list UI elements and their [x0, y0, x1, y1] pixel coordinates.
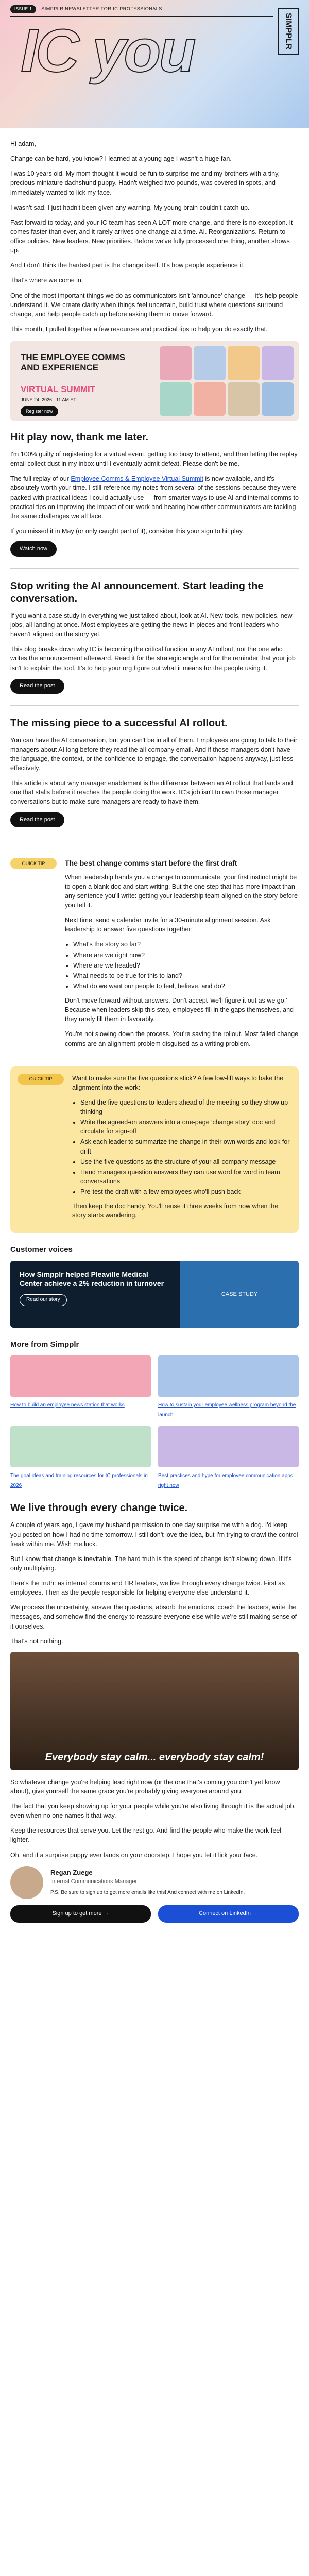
section1-p2-pre: The full replay of our	[10, 475, 71, 483]
customer-voices-title: Customer voices	[10, 1245, 73, 1255]
banner-line-3: JUNE 24, 2026 · 11 AM ET	[21, 397, 76, 402]
list-item: • What needs to be true for this to land?	[73, 971, 299, 980]
quick-tip-tag: QUICK TIP	[10, 858, 57, 869]
banner-line-1: THE EMPLOYEE COMMS AND EXPERIENCE	[21, 352, 126, 372]
speaker-photos	[154, 341, 299, 421]
intro-paragraph: This month, I pulled together a few resources and practical tips to help you do exactly that.	[10, 325, 268, 333]
divider	[10, 568, 299, 569]
more-links-grid	[10, 1355, 299, 1489]
more-link[interactable]: How to build an employee news station that works	[10, 1402, 125, 1409]
section1-p1: I'm 100% guilty of registering for a virtual event, getting too busy to attend, and then letting the replay email collect dust in my inbox until I eventually admit defeat. Please don't be me.	[10, 451, 298, 468]
register-button[interactable]: Register now	[21, 406, 58, 416]
greeting: Hi adam,	[10, 140, 37, 147]
list-item: • Where are we right now?	[73, 951, 299, 960]
intro-paragraph: And I don't think the hardest part is the change itself. It's how people experience it.	[10, 262, 245, 269]
office-gif-photo	[10, 1652, 299, 1770]
more-item[interactable]	[10, 1355, 151, 1419]
intro-paragraph: I wasn't sad. I just hadn't been given any warning. My young brain couldn't catch up.	[10, 204, 250, 211]
divider	[10, 705, 299, 706]
speaker-photo	[160, 382, 192, 416]
more-link[interactable]: Best practices and hype for employee communication apps right now	[158, 1473, 293, 1488]
list-item: • Hand managers question answers they can use word for word in team conversations	[80, 1167, 291, 1186]
speaker-photo	[160, 346, 192, 380]
intro-paragraph: Fast forward to today, and your IC team has seen A LOT more change, and there is no exception. It comes faster than ever, and it rarely arrives one change at a time. AI. Reorganizations. Return-to-office policies. New leaders. New priorities. Before we've fully processed one thing, another shows up.	[10, 218, 293, 255]
customer-story-image: CASE STUDY	[180, 1261, 299, 1328]
section-title-change-twice: We live through every change twice.	[10, 1502, 188, 1514]
quick-tip-p3: Don't move forward without answers. Don't accept 'we'll figure it out as we go.' Because when leaders skip this step, employees fill in the gaps themselves, and they rarely fill them in favorably.	[65, 997, 294, 1023]
more-from-simpplr-title: More from Simpplr	[10, 1340, 79, 1349]
list-item: • Send the five questions to leaders ahead of the meeting so they show up thinking	[80, 1098, 291, 1116]
section4-after: Keep the resources that serve you. Let the rest go. And find the people who make the work feel lighter.	[10, 1827, 282, 1844]
more-item[interactable]	[158, 1355, 299, 1419]
quick-tip-yellow-box	[10, 1066, 299, 1233]
read-post-button[interactable]: Read the post	[10, 679, 64, 694]
speaker-photo	[194, 346, 226, 380]
section1-p2	[10, 474, 299, 521]
section-title-ai-announcement: Stop writing the AI announcement. Start leading the conversation.	[10, 580, 264, 604]
hero-topline: SIMPPLR NEWSLETTER FOR IC PROFESSIONALS	[41, 6, 162, 12]
hero-header	[0, 0, 309, 128]
ic-you-logo: IC you	[21, 17, 194, 85]
more-thumbnail	[158, 1426, 299, 1467]
intro-paragraph: That's where we come in.	[10, 277, 83, 284]
signature-name: Regan Zuege	[50, 1869, 93, 1877]
more-link[interactable]: How to sustain your employee wellness program beyond the launch	[158, 1402, 296, 1418]
quick-tip-tag: QUICK TIP	[18, 1074, 64, 1085]
list-item: • Where are we headed?	[73, 961, 299, 970]
list-item: • Ask each leader to summarize the change in their own words and look for drift	[80, 1137, 291, 1156]
customer-story-headline: How Simpplr helped Pleaville Medical Center achieve a 2% reduction in turnover	[20, 1270, 164, 1287]
speaker-photo	[194, 382, 226, 416]
linkedin-button[interactable]: Connect on LinkedIn →	[158, 1905, 299, 1923]
hero-topbar	[10, 5, 299, 13]
quick-tip-p2: Next time, send a calendar invite for a 30-minute alignment session. Ask leadership to answer five questions together:	[65, 917, 271, 934]
quick-tip-body	[65, 858, 299, 1054]
section1-p3: If you missed it in May (or only caught part of it), consider this your sign to hit play.	[10, 527, 244, 535]
signature-note: P.S. Be sure to sign up to get more emails like this! And connect with me on LinkedIn.	[50, 1889, 245, 1895]
signature-text	[50, 1868, 245, 1896]
section3-p2: This article is about why manager enablement is the difference between an AI rollout that lands and one that stalls before it reaches the people doing the work. IC's job isn't to own those manager conversations but to make sure managers are ready to have them.	[10, 779, 293, 806]
quick-tip-card-2	[18, 1074, 291, 1226]
issue-pill: ISSUE 1	[10, 5, 36, 13]
more-thumbnail	[10, 1355, 151, 1397]
list-item: • What's the story so far?	[73, 940, 299, 949]
section4-paragraph: A couple of years ago, I gave my husband permission to one day surprise me with a dog. I'd keep you posted on how I had no time tomorrow. I still don't love the idea, but I'm trying to crawl the control freak within me. Wish me luck.	[10, 1521, 298, 1548]
more-thumbnail	[158, 1355, 299, 1397]
signature-role: Internal Communications Manager	[50, 1878, 138, 1885]
list-item: • What do we want our people to feel, believe, and do?	[73, 981, 299, 991]
read-story-button[interactable]: Read our story	[20, 1294, 67, 1306]
quick-tip-p4: You're not slowing down the process. You're saving the rollout. Most failed change comms are an alignment problem disguised as a writing problem.	[65, 1030, 299, 1047]
customer-story-text	[10, 1261, 180, 1328]
summit-replay-link[interactable]: Employee Comms & Employee Virtual Summit	[71, 475, 203, 483]
signature-block	[10, 1866, 299, 1899]
cta-row	[10, 1905, 299, 1923]
signup-button[interactable]: Sign up to get more →	[10, 1905, 151, 1923]
photo-caption: Everybody stay calm... everybody stay calm!	[45, 1751, 264, 1763]
simpplr-brand: SIMPPLR	[278, 8, 299, 55]
section4-paragraph: That's not nothing.	[10, 1637, 63, 1645]
summit-banner[interactable]	[10, 341, 299, 421]
speaker-photo	[228, 382, 260, 416]
section4-paragraph: But I know that change is inevitable. The hard truth is the speed of change isn't slowing down. If it's only multiplying.	[10, 1555, 292, 1572]
section1-p2-post: is now available, and it's absolutely worth your time. I still reference my notes from several of the sessions because they were packed with practical ideas I could actually use — from smarter ways to use AI and internal comms to practical tips on improving the impact of our work and hearing how other communicators are tackling the same challenges we all face.	[10, 475, 299, 520]
more-link[interactable]: The goal ideas and training resources for IC professionals in 2026	[10, 1473, 148, 1488]
quick-tip-list	[73, 940, 299, 991]
section4-after: So whatever change you're helping lead right now (or the one that's coming you don't yet know about), give yourself the same grace you're probably giving everyone around you.	[10, 1778, 280, 1795]
section4-after: Oh, and if a surprise puppy ever lands on your doorstep, I hope you let it lick your face.	[10, 1851, 258, 1859]
section2-p2: This blog breaks down why IC is becoming the critical function in any AI rollout, not the one who writes the announcement afterward. Read it for the strategic angle and for the reminder that your job isn't to explain the tool. It's to help your org figure out what it means for the people using it.	[10, 646, 296, 672]
quick-tip-p1: Want to make sure the five questions stick? A few low-lift ways to bake the alignment into the work:	[72, 1074, 284, 1091]
quick-tip-p2: Then keep the doc handy. You'll reuse it three weeks from now when the story starts wandering.	[72, 1202, 279, 1219]
more-item[interactable]	[10, 1426, 151, 1489]
section-title-missing-piece: The missing piece to a successful AI rollout.	[10, 717, 228, 729]
quick-tip-title: The best change comms start before the first draft	[65, 859, 237, 868]
section4-paragraph: We process the uncertainty, answer the questions, absorb the emotions, coach the leaders, write the messages, and somehow find the energy to reassure everyone else while we're still making sense of it ourselves.	[10, 1604, 297, 1630]
list-item: • Write the agreed-on answers into a one-page 'change story' doc and circulate for sign-off	[80, 1117, 291, 1136]
quick-tip-list	[80, 1098, 291, 1196]
intro-paragraph: I was 10 years old. My mom thought it would be fun to surprise me and my brothers with a tiny, precious miniature dachshund puppy. Hadn't weighed two pounds, was covered in spots, and immediately wanted to lick my face.	[10, 170, 280, 196]
list-item: • Use the five questions as the structure of your all-company message	[80, 1157, 291, 1166]
more-thumbnail	[10, 1426, 151, 1467]
quick-tip-body	[72, 1074, 291, 1226]
avatar	[10, 1866, 43, 1899]
speaker-photo	[262, 346, 294, 380]
speaker-photo	[228, 346, 260, 380]
main-content	[0, 139, 309, 1923]
read-post-button[interactable]: Read the post	[10, 812, 64, 828]
speaker-photo	[262, 382, 294, 416]
customer-story-card[interactable]	[10, 1261, 299, 1328]
watch-now-button[interactable]: Watch now	[10, 541, 57, 557]
section4-paragraph: Here's the truth: as internal comms and HR leaders, we live through every change twice. First as employees. Then as the people responsible for helping everyone else understand it.	[10, 1580, 285, 1597]
quick-tip-p1: When leadership hands you a change to communicate, your first instinct might be to open a blank doc and start writing. But the one step that has more impact than any sentence you'll write: getting your leadership team aligned on the story before you tell it.	[65, 873, 298, 909]
section3-p1: You can have the AI conversation, but you can't be in all of them. Employees are going to talk to their managers about AI long before they read the all-company email. And if those managers don't have the language, the context, or the confidence to engage, the conversation happens anyway, just less effectively.	[10, 736, 298, 772]
intro-paragraph: Change can be hard, you know? I learned at a young age I wasn't a huge fan.	[10, 155, 232, 163]
section4-after: The fact that you keep showing up for your people while you're also living through it is the actual job, even when no one names it that way.	[10, 1803, 296, 1820]
section-title-play: Hit play now, thank me later.	[10, 432, 149, 443]
list-item: • Pre-test the draft with a few employees who'll push back	[80, 1187, 291, 1196]
intro-paragraph: One of the most important things we do as communicators isn't 'announce' change — it's help people understand it. We create clarity when things feel uncertain, build trust where questions surround change, and help people catch up before asking them to move forward.	[10, 292, 298, 318]
more-item[interactable]	[158, 1426, 299, 1489]
section2-p1: If you want a case study in everything we just talked about, look at AI. New tools, new policies, new jobs, all landing at once. Most employees are getting the news in pieces and front leaders who haven't aligned on the story yet.	[10, 612, 293, 638]
banner-line-2: VIRTUAL SUMMIT	[21, 384, 96, 394]
quick-tip-card	[10, 851, 299, 1061]
